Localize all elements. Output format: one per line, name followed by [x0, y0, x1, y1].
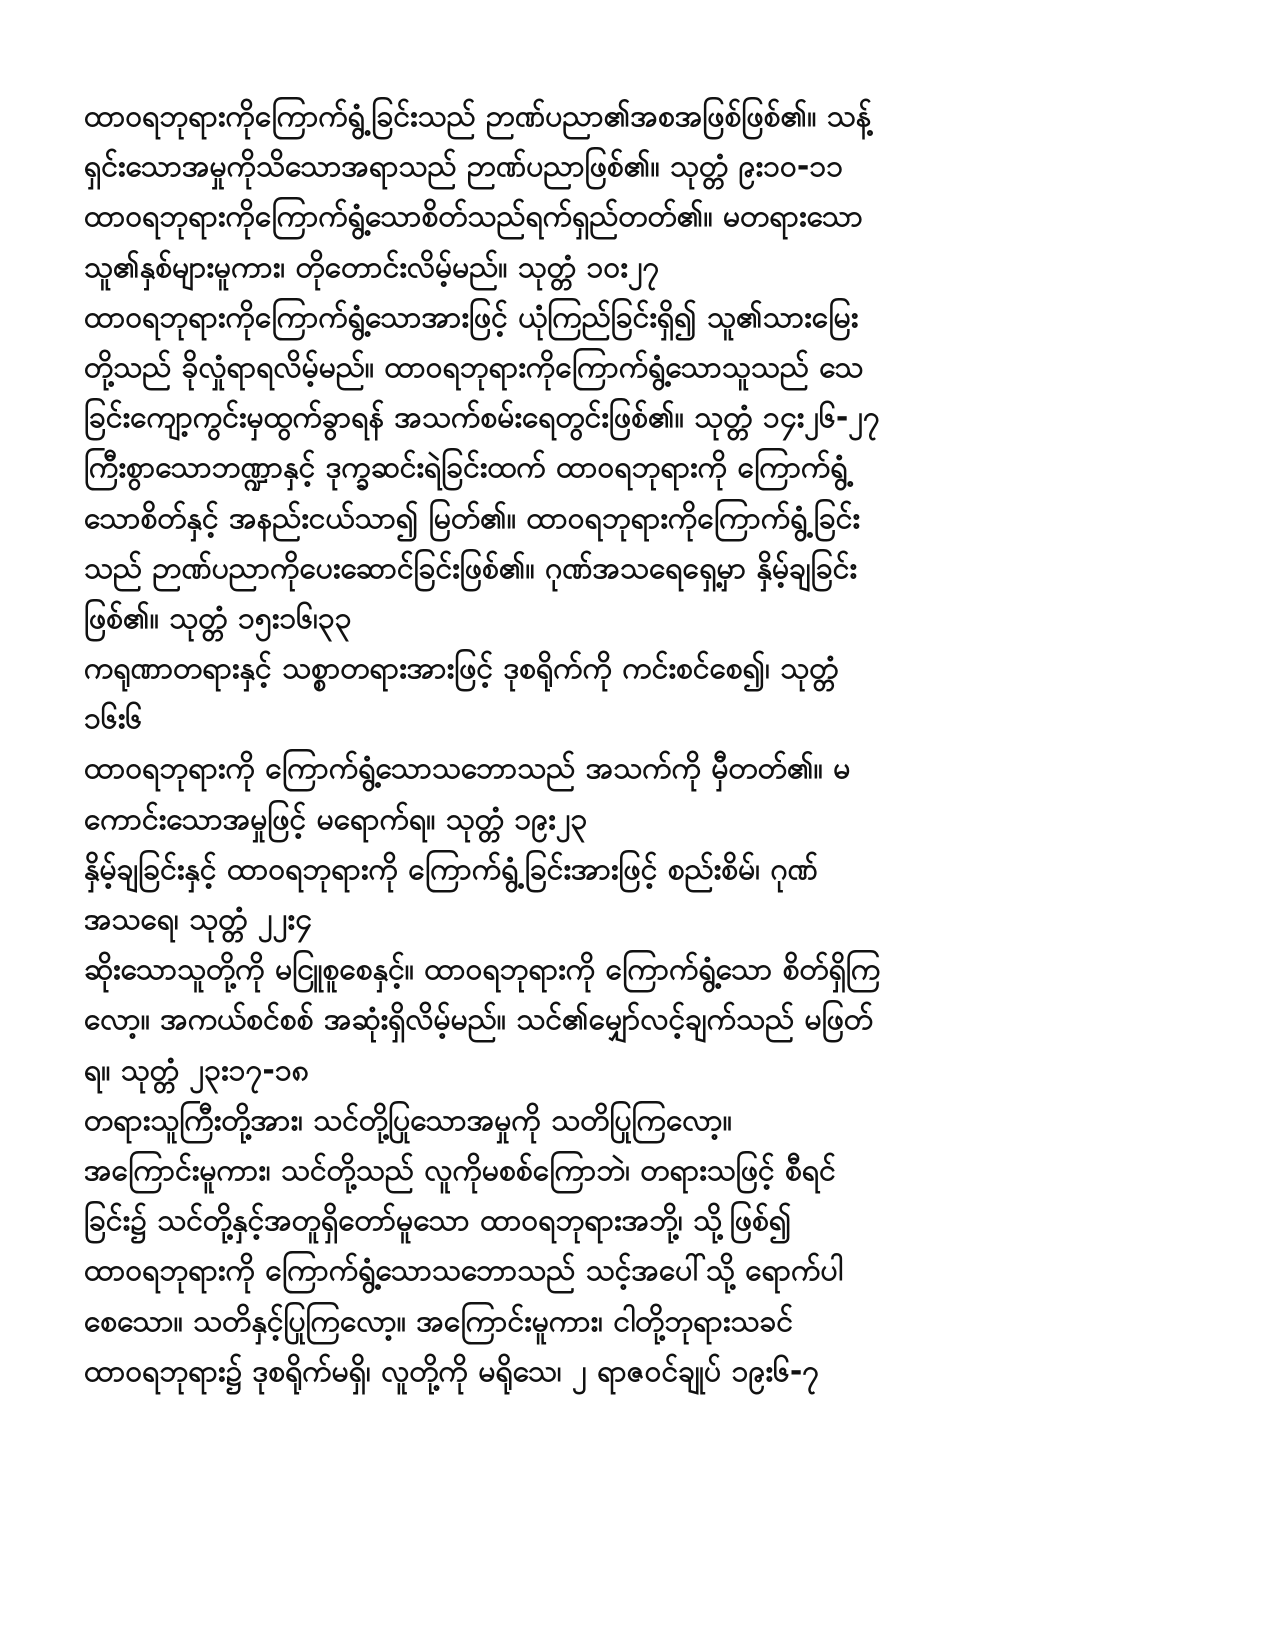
text-line: ဖြစ်၏။ သုတ္တံ ၁၅း၁၆၊၃၃: [84, 600, 352, 636]
text-line: ခြင်းကျော့ကွင်းမှထွက်ခွာရန် အသက်စမ်းရေတွင်းဖြစ်၏။ သုတ္တံ ၁၄း၂၆-၂၇: [84, 400, 880, 436]
text-line: ကောင်းသောအမှုဖြင့် မရောက်ရ။ သုတ္တံ ၁၉း၂၃: [84, 801, 588, 837]
text-line: ထာဝရဘုရားကိုကြောက်ရွံ့ခြင်းသည် ဉာဏ်ပညာ၏အစအဖြစ်ဖြစ်၏။ သန့်: [84, 99, 872, 134]
text-line: ထာဝရဘုရားကိုကြောက်ရွံ့သောစိတ်သည်ရက်ရှည်တတ်၏။ မတရားသော: [84, 199, 864, 235]
text-line: အကြောင်းမူကား၊ သင်တို့သည် လူကိုမစစ်ကြောဘဲ၊ တရားသဖြင့် စီရင်: [84, 1152, 836, 1188]
text-line: ထာဝရဘုရားကို ကြောက်ရွံ့သောသဘောသည် အသက်ကို မှီတတ်၏။ မ: [84, 751, 851, 787]
body-text: [84, 92, 1219, 1397]
text-line: တို့သည် ခိုလှုံရာရလိမ့်မည်။ ထာဝရဘုရားကိုကြောက်ရွံ့သောသူသည် သေ: [84, 349, 864, 385]
text-line: သည် ဉာဏ်ပညာကိုပေးဆောင်ခြင်းဖြစ်၏။ ဂုဏ်အသရေရှေ့မှာ နှိမ့်ချခြင်း: [84, 550, 857, 586]
text-line: သောစိတ်နှင့် အနည်းငယ်သာ၍ မြတ်၏။ ထာဝရဘုရားကိုကြောက်ရွံ့ခြင်း: [84, 500, 861, 536]
text-line: တရားသူကြီးတို့အား၊ သင်တို့ပြုသောအမှုကို သတိပြုကြလော့။: [84, 1102, 732, 1138]
text-line: ကြီးစွာသောဘဏ္ဍာနှင့် ဒုက္ခဆင်းရဲခြင်းထက် ထာဝရဘုရားကို ကြောက်ရွံ့: [84, 450, 848, 486]
text-line: စေသော။ သတိနှင့်ပြုကြလော့။ အကြောင်းမူကား၊ ငါတို့ဘုရားသခင်: [84, 1303, 793, 1339]
text-line: သူ၏နှစ်များမူကား၊ တိုတောင်းလိမ့်မည်။ သုတ္တံ ၁၀း၂၇: [84, 249, 660, 285]
text-line: ထာဝရဘုရားကိုကြောက်ရွံ့သောအားဖြင့် ယုံကြည်ခြင်းရှိ၍ သူ၏သားမြေး: [84, 299, 859, 335]
text-line: ကရုဏာတရားနှင့် သစ္စာတရားအားဖြင့် ဒုစရိုက်ကို ကင်းစင်စေ၍၊ သုတ္တံ: [84, 651, 839, 687]
text-line: ထာဝရဘုရား၌ ဒုစရိုက်မရှိ၊ လူတို့ကို မရိုသေ၊ ၂ ရာဇဝင်ချုပ် ၁၉း၆-၇: [84, 1353, 820, 1389]
text-line: လော့။ အကယ်စင်စစ် အဆုံးရှိလိမ့်မည်။ သင်၏မျှော်လင့်ချက်သည် မဖြတ်: [84, 1002, 874, 1038]
text-line: ၁၆း၆: [84, 701, 143, 737]
text-line: ခြင်း၌ သင်တို့နှင့်အတူရှိတော်မူသော ထာဝရဘုရားအဘို့၊ သို့ဖြစ်၍: [84, 1203, 792, 1239]
text-line: ဆိုးသောသူတို့ကို မငြူစူစေနှင့်။ ထာဝရဘုရားကို ကြောက်ရွံ့သော စိတ်ရှိကြ: [84, 952, 881, 988]
text-line: ထာဝရဘုရားကို ကြောက်ရွံ့သောသဘောသည် သင့်အပေါ်သို့ ရောက်ပါ: [84, 1253, 843, 1289]
text-line: ရှင်းသောအမှုကိုသိသောအရာသည် ဉာဏ်ပညာဖြစ်၏။ သုတ္တံ ၉း၁၀-၁၁: [84, 149, 844, 185]
text-line: အသရေ၊ သုတ္တံ ၂၂း၄: [84, 902, 312, 937]
text-line: ရ။ သုတ္တံ ၂၃း၁၇-၁၈: [84, 1052, 309, 1088]
text-line: နှိမ့်ချခြင်းနှင့် ထာဝရဘုရားကို ကြောက်ရွံ့ခြင်းအားဖြင့် စည်းစိမ်၊ ဂုဏ်: [84, 851, 818, 887]
